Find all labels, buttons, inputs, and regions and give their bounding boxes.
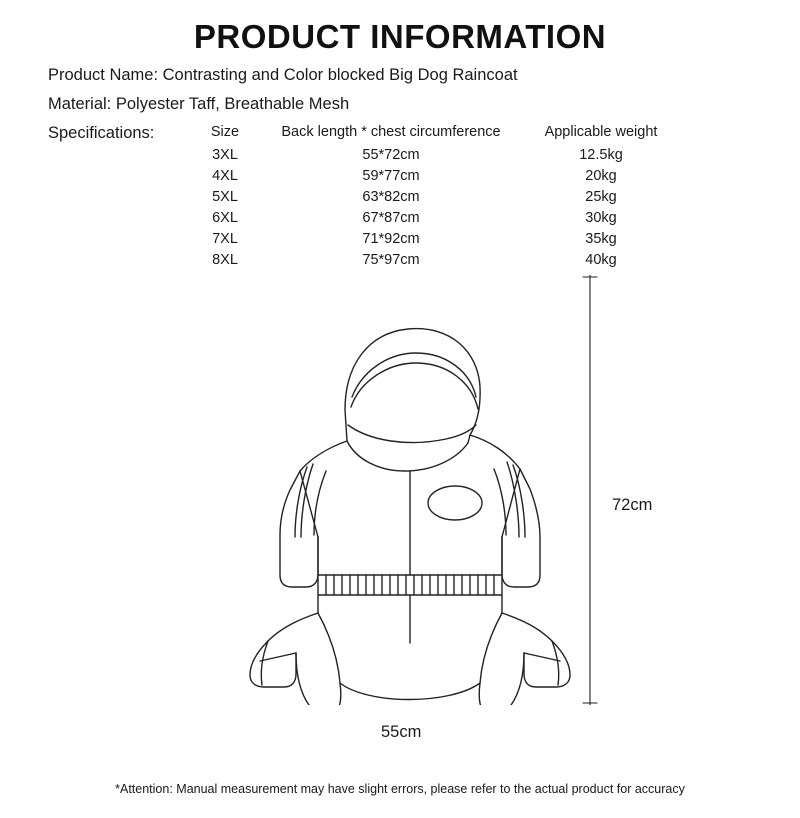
cell-size: 5XL (212, 189, 238, 205)
column-header-dimensions: Back length * chest circumference (281, 124, 501, 140)
table-row (194, 145, 676, 166)
cell-weight: 40kg (585, 252, 617, 268)
attention-note: *Attention: Manual measurement may have slight errors, please refer to the actual product for accuracy (115, 782, 685, 796)
table-row (194, 208, 676, 229)
column-header-size: Size (210, 124, 240, 140)
specifications-table (194, 124, 676, 271)
cell-size: 4XL (212, 168, 238, 184)
cell-weight: 25kg (585, 189, 617, 205)
cell-dimensions: 75*97cm (362, 252, 420, 268)
cell-size: 7XL (212, 231, 238, 247)
page-title: PRODUCT INFORMATION (193, 18, 607, 55)
table-row (194, 229, 676, 250)
cell-weight: 12.5kg (579, 147, 623, 163)
column-header-weight: Applicable weight (544, 124, 658, 140)
vertical-dimension-label: 72cm (612, 496, 653, 514)
product-information-page (0, 18, 800, 818)
cell-weight: 30kg (585, 210, 617, 226)
cell-dimensions: 63*82cm (362, 189, 420, 205)
cell-dimensions: 55*72cm (362, 147, 420, 163)
cell-size: 3XL (212, 147, 238, 163)
cell-dimensions: 59*77cm (362, 168, 420, 184)
cell-size: 6XL (212, 210, 238, 226)
table-header-row (194, 124, 676, 145)
cell-weight: 35kg (585, 231, 617, 247)
cell-weight: 20kg (585, 168, 617, 184)
horizontal-dimension-label: 55cm (381, 723, 422, 741)
product-diagram (0, 275, 800, 705)
product-name-line: Product Name: Contrasting and Color blocked Big Dog Raincoat (48, 66, 518, 84)
raincoat-illustration-icon (0, 275, 800, 705)
table-row (194, 250, 676, 271)
cell-dimensions: 67*87cm (362, 210, 420, 226)
cell-size: 8XL (212, 252, 238, 268)
cell-dimensions: 71*92cm (362, 231, 420, 247)
specifications-label: Specifications: (48, 124, 155, 142)
table-row (194, 166, 676, 187)
table-row (194, 187, 676, 208)
specifications-block (48, 124, 800, 271)
material-line: Material: Polyester Taff, Breathable Mesh (48, 95, 350, 113)
